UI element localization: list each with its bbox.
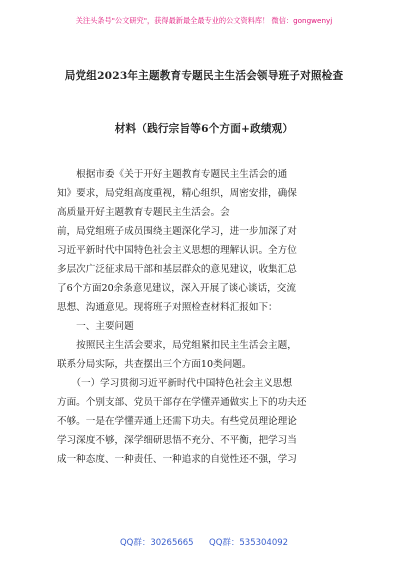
footer-qq-group-1: QQ群：30265665: [119, 538, 194, 548]
body-line: 高质量开好主题教育专题民主生活会。会: [57, 207, 230, 218]
body-line: 前，局党组班子成员围绕主题深化学习，进一步加深了对: [57, 226, 297, 237]
body-line: 知》要求，局党组高度重视，精心组织，周密安排，确保: [57, 188, 297, 199]
body-line: 不够。一是在学懂弄通上还需下功夫。有些党员理论理论: [57, 416, 297, 427]
body-line: 根据市委《关于开好主题教育专题民主生活会的通: [57, 169, 288, 180]
body-line: 方面。个别支部、党员干部存在学懂弄通做实上下的功夫还: [57, 397, 307, 408]
footer: [0, 536, 408, 548]
subsection-line: （一）学习贯彻习近平新时代中国特色社会主义思想: [57, 378, 293, 389]
body-line: 学习深度不够，深学细研思悟不充分、不平衡，把学习当: [57, 435, 297, 446]
body-line: 按照民主生活会要求，局党组紧扣民主生活会主题，: [57, 340, 297, 351]
footer-qq-group-2: QQ群：535304092: [209, 538, 289, 548]
document-title-line-1: 局党组2023年主题教育专题民主生活会领导班子对照检查: [64, 70, 344, 82]
body-line: 了6个方面20余条意见建议，深入开展了谈心谈话，交流: [57, 283, 296, 294]
body-line: 联系分局实际，共查摆出三个方面10类问题。: [57, 359, 252, 370]
header-banner: 关注头条号"公文研究"，获得最新最全最专业的公文资料库！ 微信：gongwenyj: [75, 16, 333, 25]
document-body: [57, 165, 351, 469]
body-line: 习近平新时代中国特色社会主义思想的理解认识。全方位: [57, 245, 297, 256]
body-line: 成一种态度、一种责任、一种追求的自觉性还不强，学习: [57, 454, 297, 465]
body-line: 思想、沟通意见。现将班子对照检查材料汇报如下：: [57, 302, 278, 313]
section-heading: 一、主要问题: [57, 321, 134, 332]
body-line: 多层次广泛征求局干部和基层群众的意见建议，收集汇总: [57, 264, 297, 275]
document-title-line-2: 材料（践行宗旨等6个方面+政绩观）: [114, 123, 294, 135]
